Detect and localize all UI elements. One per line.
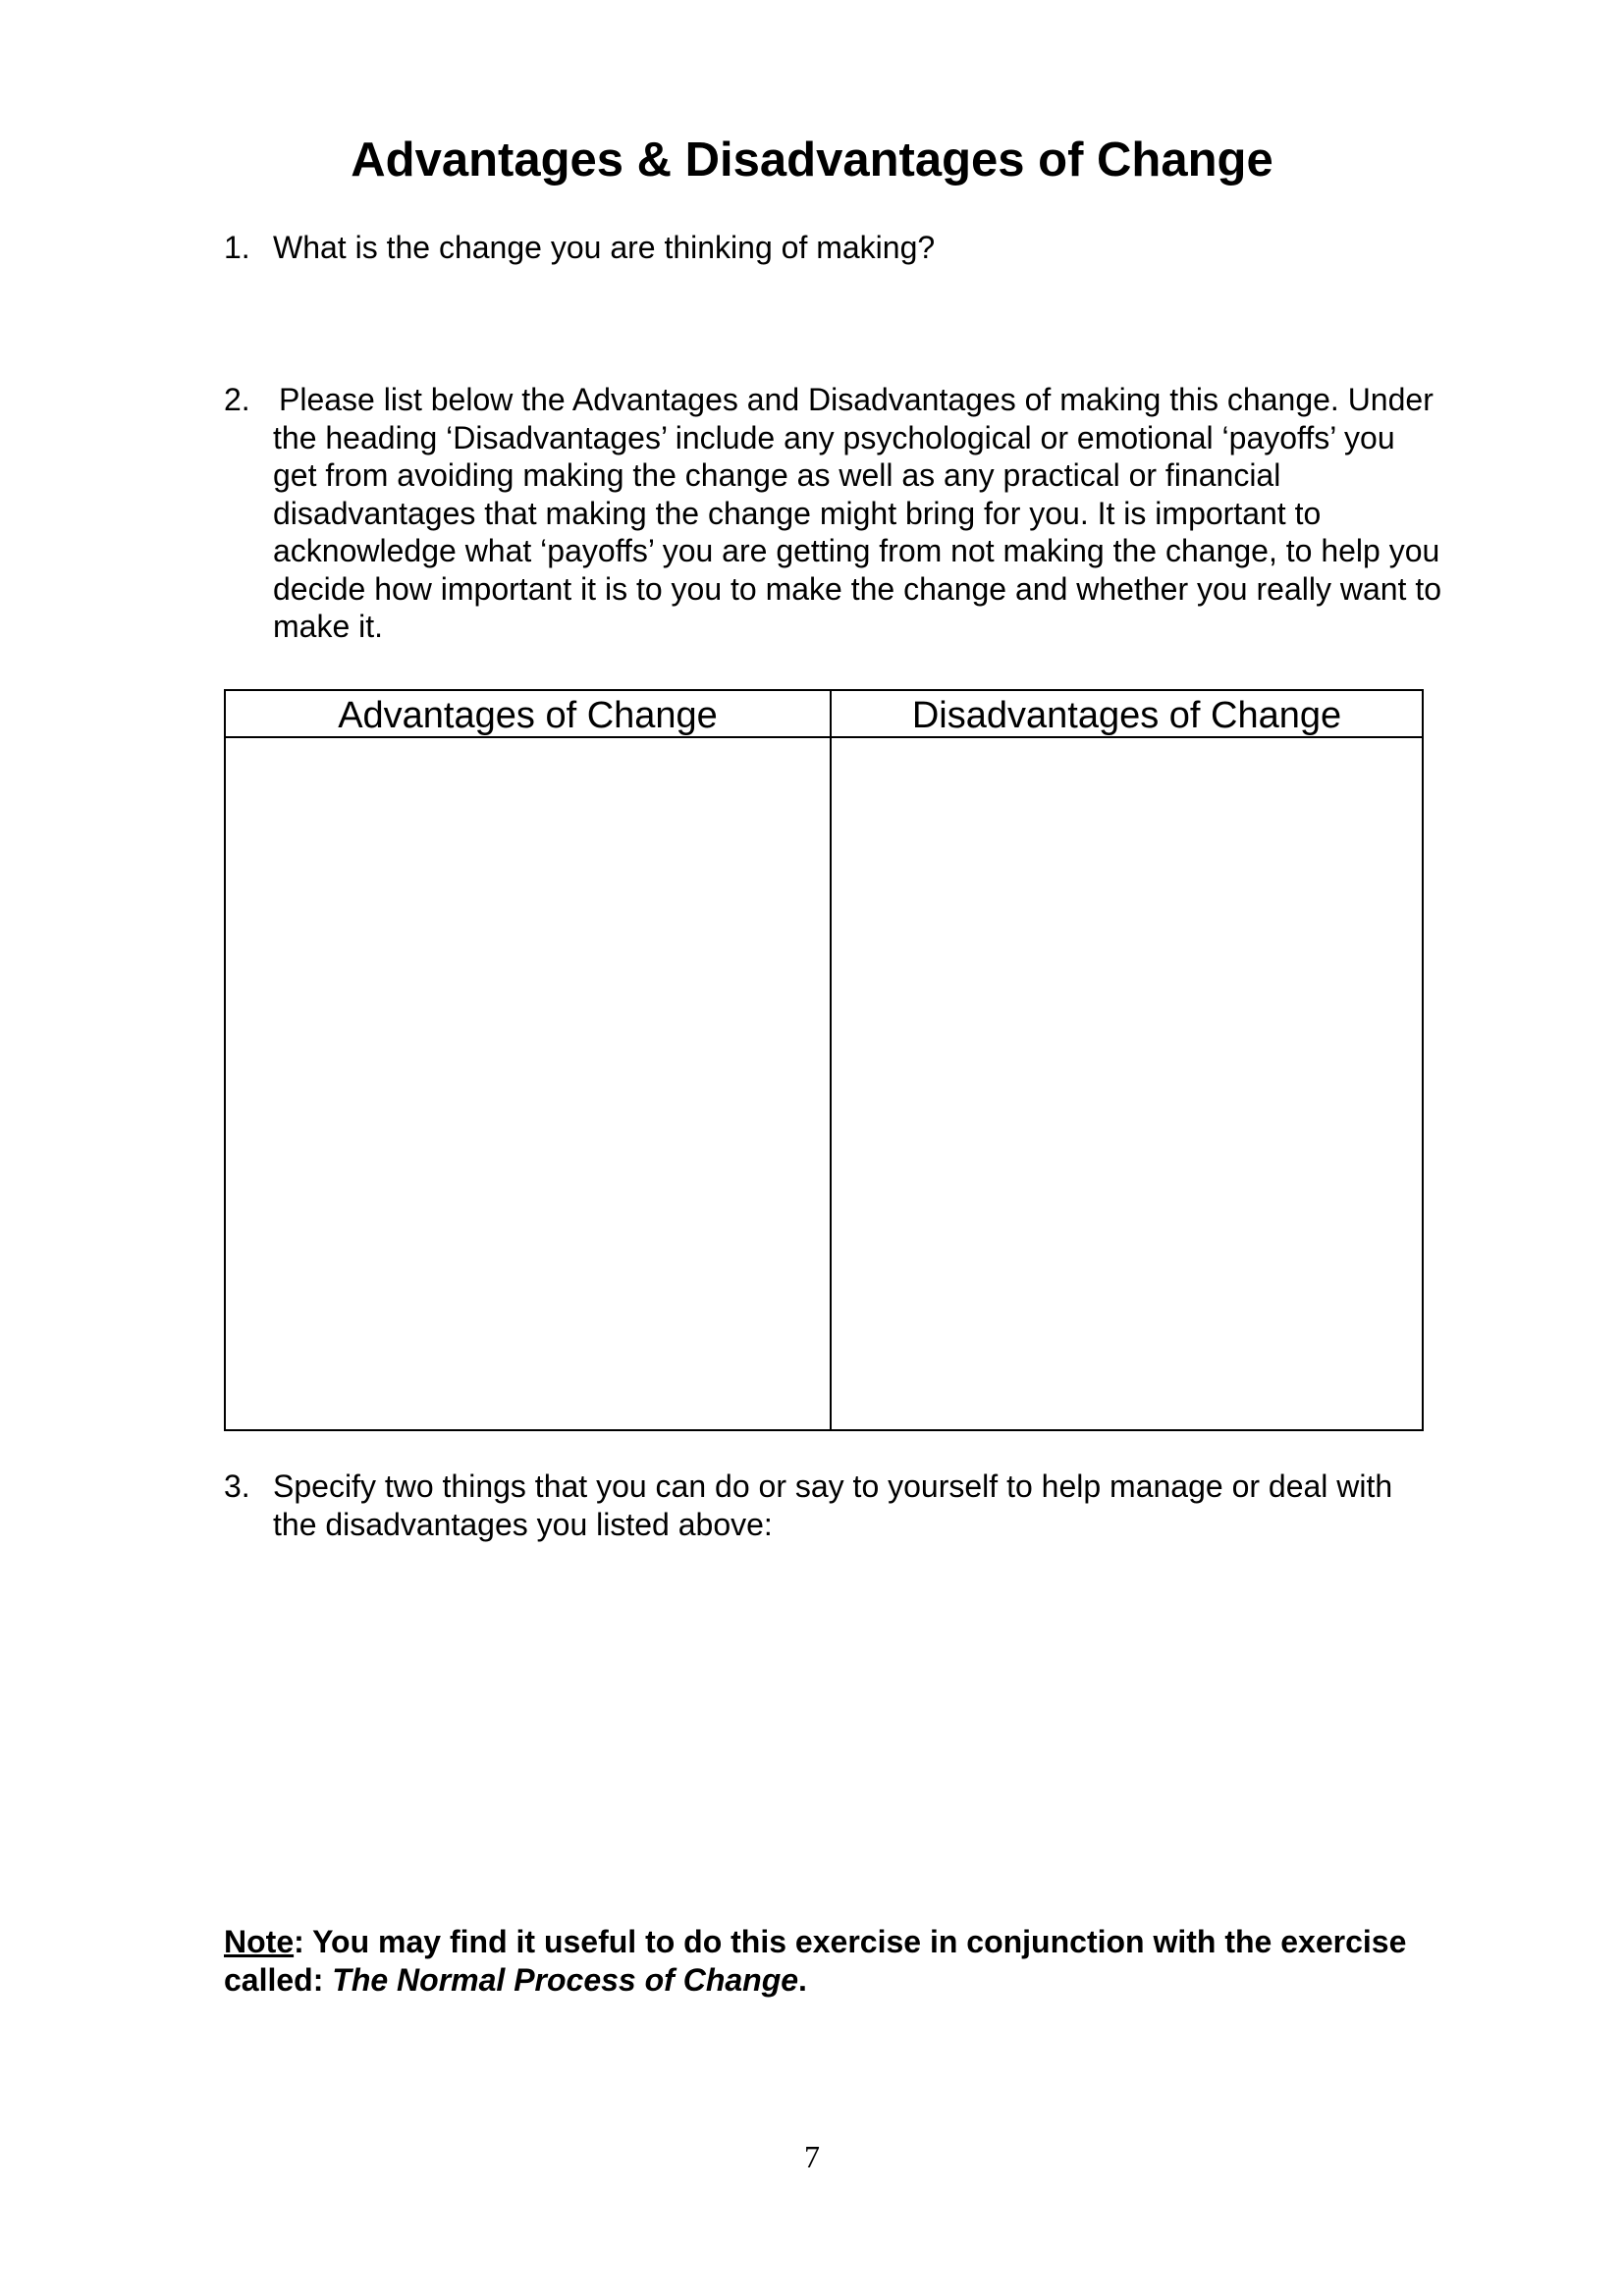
question-number: 3. [224, 1468, 250, 1504]
advantages-disadvantages-table [224, 689, 1424, 1431]
question-2 [224, 381, 1441, 646]
note-label: Note [224, 1924, 295, 1959]
question-3 [224, 1468, 1441, 1543]
disadvantages-column-header: Disadvantages of Change [911, 695, 1342, 736]
disadvantages-answer-cell[interactable] [832, 738, 1422, 1429]
question-number: 2. [224, 382, 250, 417]
advantages-column-header: Advantages of Change [338, 695, 718, 736]
question-text: Specify two things that you can do or say to yourself to help manage or deal with the disadvantages you listed above: [273, 1468, 1393, 1542]
page-number: 7 [804, 2139, 820, 2174]
note-exercise-name: The Normal Process of Change [332, 1961, 799, 1998]
advantages-answer-cell[interactable] [226, 738, 830, 1429]
question-1 [224, 229, 1441, 267]
note-text: : You may find it useful to do this exercise in conjunction with the exercise called: [224, 1924, 1407, 1998]
note-paragraph [224, 1923, 1441, 1999]
question-text: Please list below the Advantages and Disadvantages of making this change. Under the heading ‘Disadvantages’ include any psychological or emotional ‘payoffs’ you get from avoiding making the change as well as any practical or financial disadvantages that making the change might bring for you. It is important to acknowledge what ‘payoffs’ you are getting from not making the change, to help you decide how important it is to you to make the change and whether you really want to make it. [273, 382, 1442, 644]
note-end: . [798, 1961, 807, 1998]
page-title: Advantages & Disadvantages of Change [351, 133, 1273, 187]
question-text: What is the change you are thinking of making? [273, 230, 936, 265]
question-number: 1. [224, 230, 250, 265]
